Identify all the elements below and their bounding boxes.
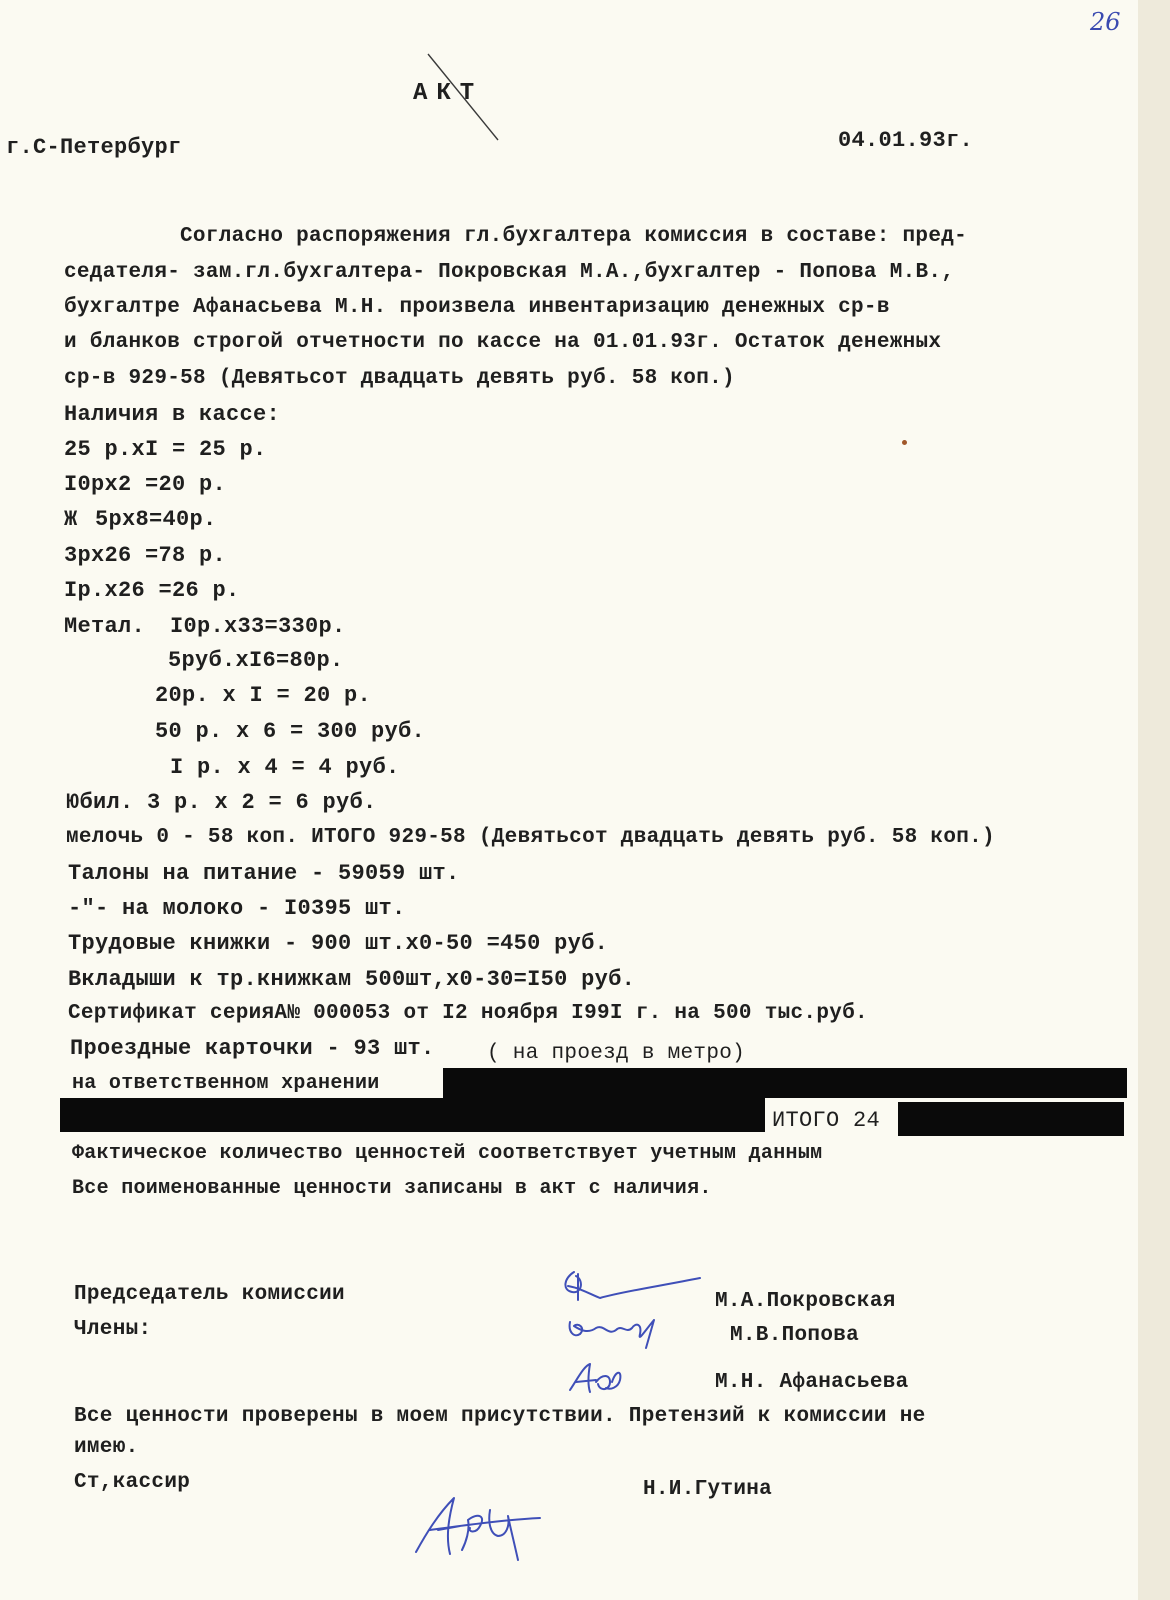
title-strike-mark: [420, 50, 500, 150]
change-total-line: мелочь 0 - 58 коп. ИТОГО 929-58 (Девятьсот двадцать девять руб. 58 коп.): [66, 826, 995, 849]
travel-cards-line: Проездные карточки - 93 шт.: [70, 1036, 435, 1061]
item-line: Сертификат серияА№ 000053 от I2 ноября I99I г. на 500 тыс.руб.: [68, 1002, 868, 1025]
item-line: Талоны на питание - 59059 шт.: [68, 861, 460, 886]
metal-line: 50 р. х 6 = 300 руб.: [155, 719, 426, 744]
cash-heading: Наличия в кассе:: [64, 402, 281, 427]
redaction-bar: [443, 1068, 1127, 1098]
conclusion-line: Все поименованные ценности записаны в акт с наличия.: [72, 1177, 712, 1200]
item-line: Вкладыши к тр.книжкам 500шт,х0-30=I50 руб.: [68, 967, 636, 992]
body-line: Согласно распоряжения гл.бухгалтера комиссия в составе: пред-: [180, 225, 968, 248]
members-label: Члены:: [74, 1318, 152, 1341]
verify-line: имею.: [74, 1436, 139, 1459]
cashier-label: Ст,кассир: [74, 1471, 191, 1494]
metal-label: Метал.: [64, 614, 146, 639]
conclusion-line: Фактическое количество ценностей соответствует учетным данным: [72, 1142, 823, 1165]
total-redacted-label: ИТОГО 24: [772, 1108, 881, 1133]
city: г.С-Петербург: [6, 135, 182, 160]
member-name: М.Н. Афанасьева: [715, 1371, 909, 1394]
jubilee-line: Юбил. 3 р. х 2 = 6 руб.: [66, 790, 377, 815]
cash-line: I0рх2 =20 р.: [64, 472, 227, 497]
member-signature: [564, 1312, 674, 1352]
member-signature: [566, 1360, 636, 1400]
body-line: и бланков строгой отчетности по кассе на 01.01.93г. Остаток денежных: [64, 331, 942, 354]
document-title: АКТ: [413, 80, 484, 107]
page-number: 26: [1090, 8, 1121, 36]
custody-line: на ответственном хранении: [72, 1072, 380, 1095]
chairman-label: Председатель комиссии: [74, 1283, 345, 1306]
cash-line: Iр.х26 =26 р.: [64, 578, 240, 603]
cashier-name: Н.И.Гутина: [643, 1478, 773, 1501]
cashier-signature: [410, 1490, 550, 1570]
item-line: Трудовые книжки - 900 шт.х0-50 =450 руб.: [68, 931, 609, 956]
cash-mark: Ж: [64, 507, 78, 532]
body-line: бухгалтре Афанасьева М.Н. произвела инвентаризацию денежных ср-в: [64, 296, 890, 319]
body-line: ср-в 929-58 (Девятьсот двадцать девять руб. 58 коп.): [64, 367, 735, 390]
travel-cards-note: ( на проезд в метро): [487, 1042, 746, 1065]
cash-line: 25 р.хI = 25 р.: [64, 437, 267, 462]
ink-speck: [902, 440, 907, 445]
chairman-name: М.А.Покровская: [715, 1290, 896, 1313]
body-line: седателя- зам.гл.бухгалтера- Покровская М.А.,бухгалтер - Попова М.В.,: [64, 261, 955, 284]
metal-line: I0р.х33=330р.: [170, 614, 346, 639]
document-date: 04.01.93г.: [838, 128, 974, 153]
member-name: М.В.Попова: [730, 1324, 860, 1347]
redaction-bar: [898, 1102, 1124, 1136]
redaction-bar: [60, 1098, 765, 1132]
cash-line: 3рх26 =78 р.: [64, 543, 227, 568]
metal-line: 20р. х I = 20 р.: [155, 683, 372, 708]
item-line: -"- на молоко - I0395 шт.: [68, 896, 406, 921]
metal-line: 5руб.хI6=80р.: [168, 648, 344, 673]
cash-line: 5рх8=40р.: [95, 507, 217, 532]
chairman-signature: [560, 1268, 710, 1308]
metal-line: I р. х 4 = 4 руб.: [170, 755, 400, 780]
verify-line: Все ценности проверены в моем присутствии. Претензий к комиссии не: [74, 1405, 926, 1428]
scan-edge: [1138, 0, 1170, 1600]
